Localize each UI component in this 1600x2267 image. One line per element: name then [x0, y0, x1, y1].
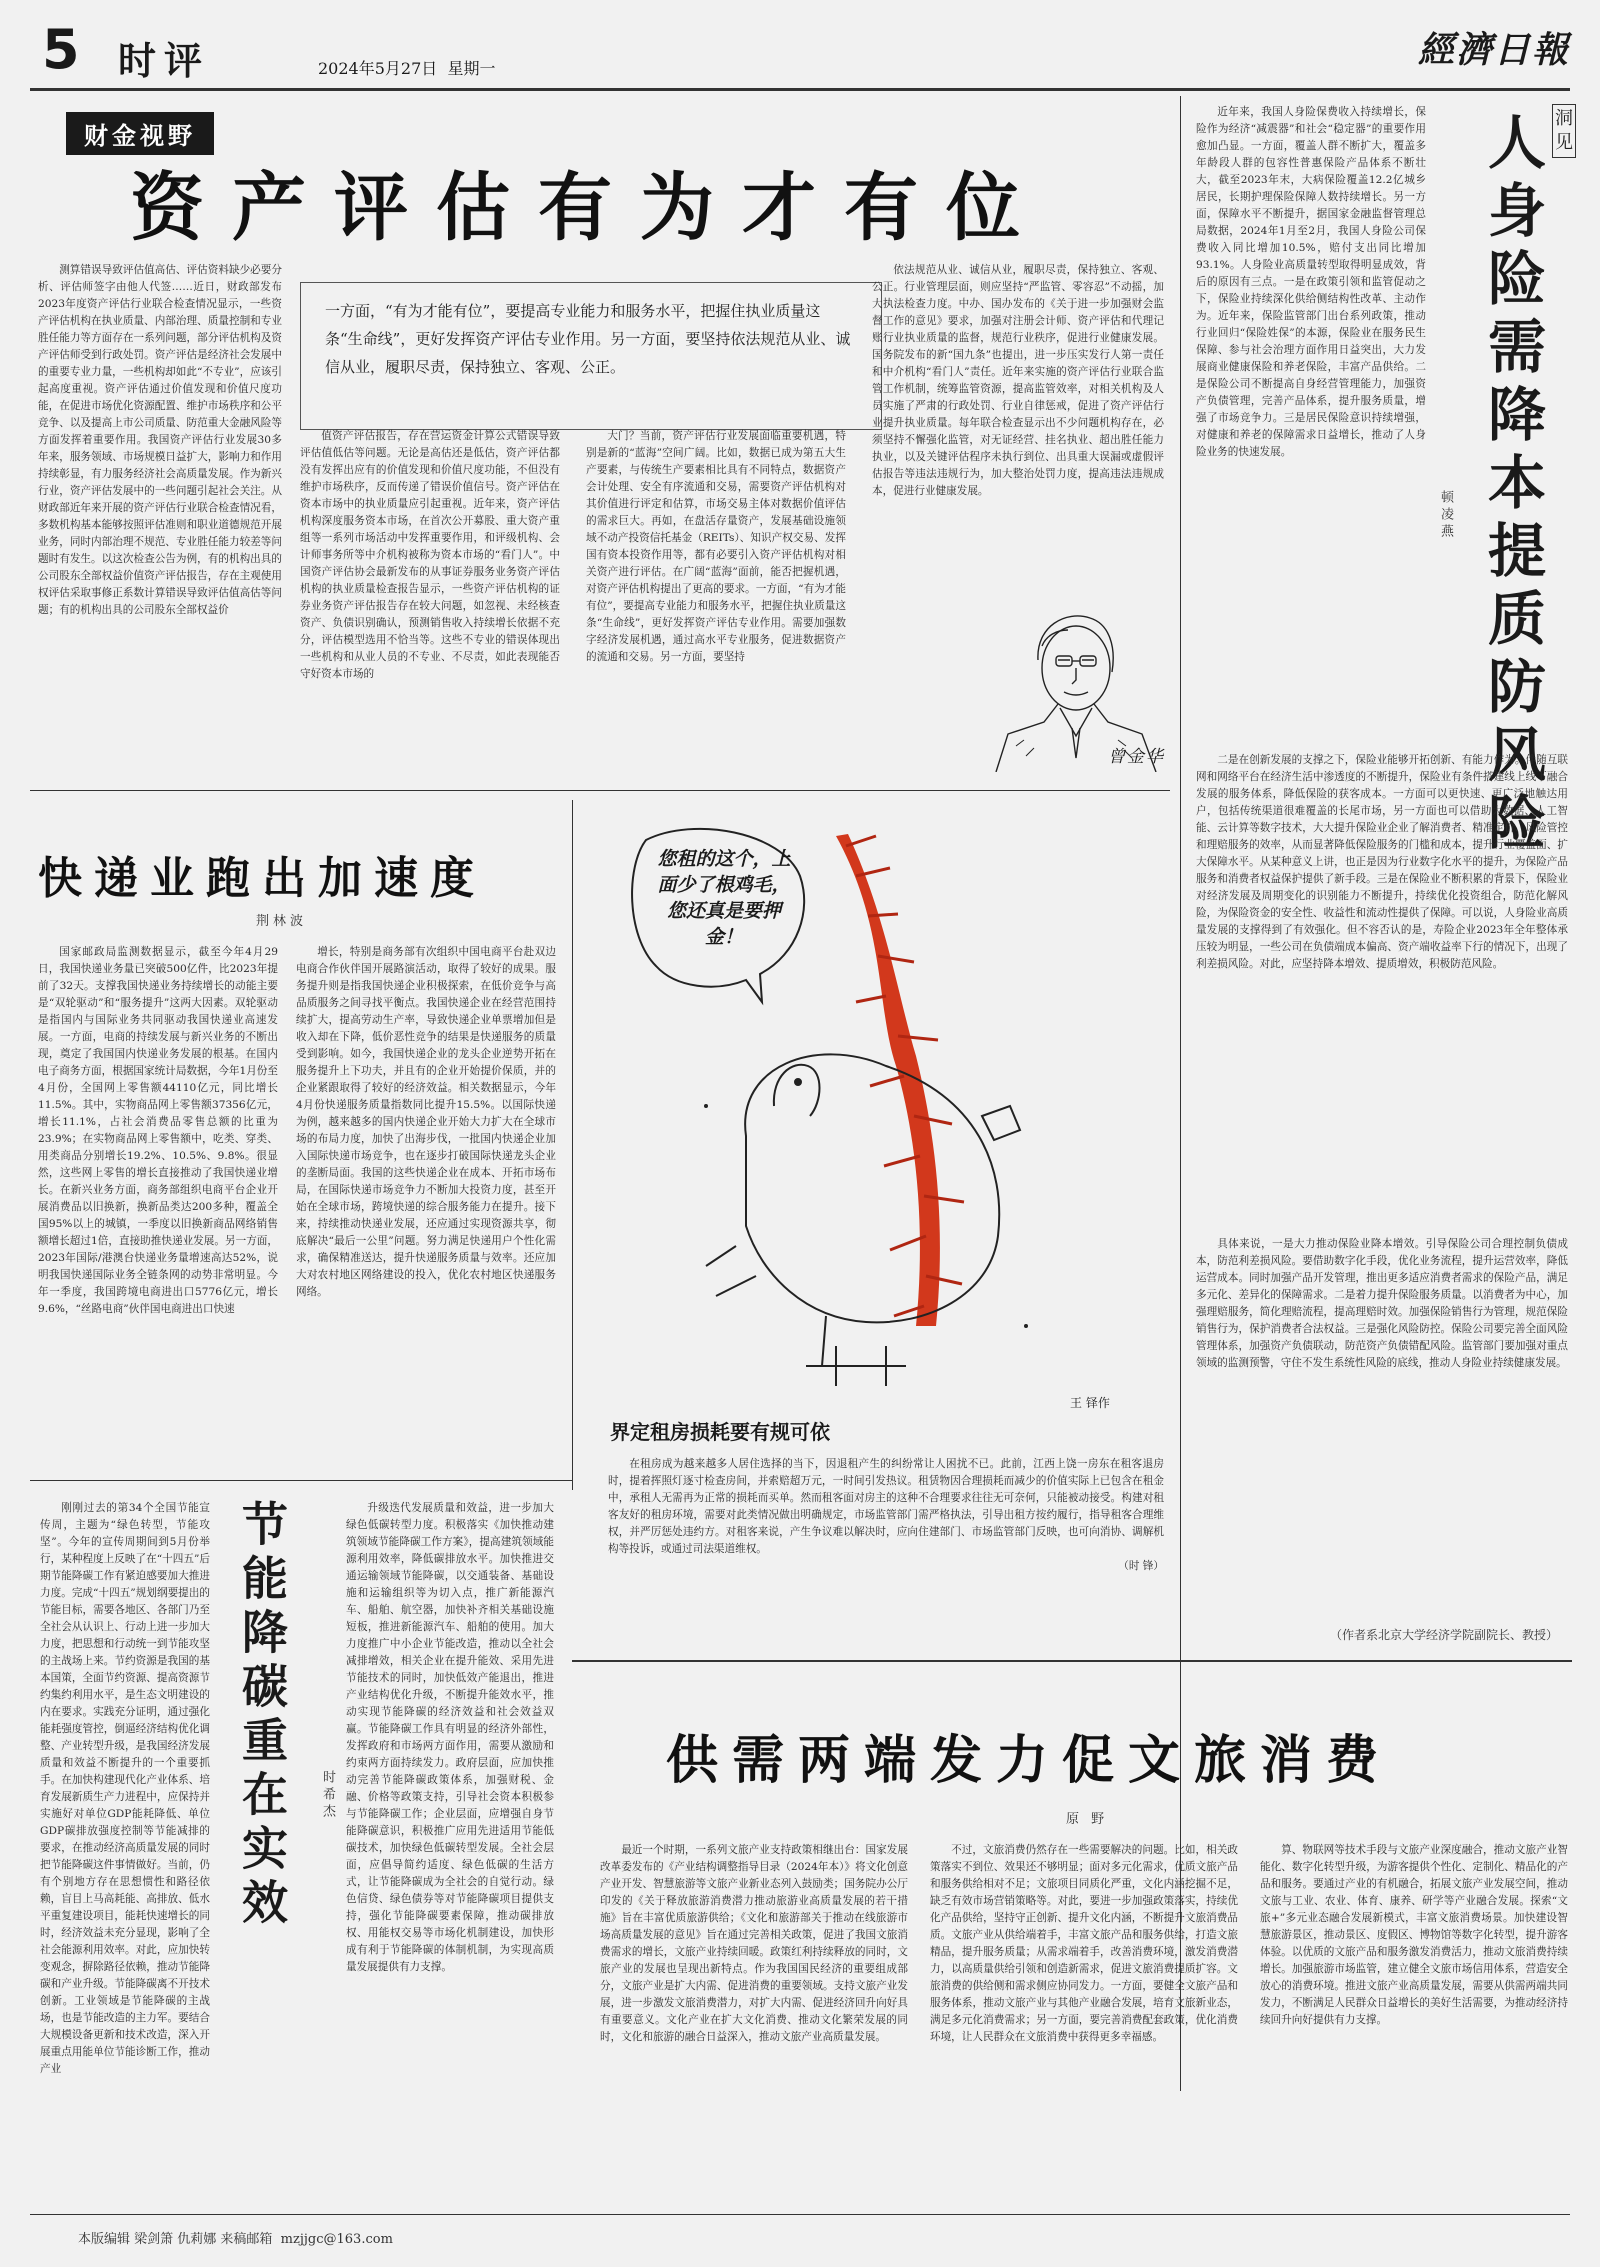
cartoon-caption: 界定租房损耗要有规可依	[610, 1420, 830, 1444]
article2-col1: 国家邮政局监测数据显示，截至今年4月29日，我国快递业务量已突破500亿件，比2023年提前了32天。支撑我国快递业务持续增长的动能主要是“双轮驱动”和“服务提升”这两大因素。双轮驱动是指国内与国际业务共同驱动我国快递业高速发展。一方面，电商的持续发展与新兴业务的不断出现，奠定了我国国内快递业务发展的根基。在国内电子商务方面，根据国家统计局数据，今年1月份至4月份，全国网上零售额44110亿元，同比增长11.5%。其中，实物商品网上零售额37356亿元，增长11.1%，占社会消费品零售总额的比重为23.9%；在实物商品网上零售额中，吃类、穿类、用类商品分别增长19.2%、10.5%、9.8%。很显然，这些网上零售的增长直接推动了我国快递业增长。在新兴业务方面，商务部组织电商平台企业开展消费品以旧换新，换新品类达200多种，覆盖全国95%以上的城镇，一季度以旧换新商品网络销售额增长超过1倍，直接助推快递业发展。另一方面，2023年国际/港澳台快递业务量增速高达52%，说明我国快递国际业务全链条网的动势非常明显。今年一季度，我国跨境电商进出口5776亿元，增长9.6%，“丝路电商”伙伴国电商进出口快速	[38, 946, 278, 1315]
issue-date: 2024年5月27日 星期一	[318, 59, 496, 78]
article1-col1: 测算错误导致评估值高估、评估资料缺少必要分析、评估师签字由他人代签……近日，财政部发布2023年度资产评估行业联合检查情况显示，一些资产评估机构在执业质量、内部治理、质量控制和专业胜任能力等方面存在一系列问题，部分评估机构及资产评估师受到行政处罚。资产评估是经济社会发展中的重要专业力量，一些机构却如此“不专业”，应该引起高度重视。资产评估通过价值发现和价值尺度功能，在促进市场优化资源配置、维护市场秩序和公平竞争、以及提高上市公司质量、防范重大金融风险等方面发挥着重要作用。我国资产评估行业发展30多年来，服务领域、市场规模日益扩大，影响力和作用持续彰显，有力服务经济社会高质量发展。作为新兴行业，资产评估发展中的一些问题引起社会关注。从财政部近年来开展的资产评估行业联合检查情况看，多数机构基本能够按照评估准则和职业道德规范开展业务，同时内部治理不规范、专业胜任能力较差等问题时有发生。以这次检查公告为例，有的机构出具的公司股东全部权益价值资产评估报告，存在主观使用权评估采取事修正系数计算错误导致评估值高估等问题；有的机构出具的公司股东全部权益价	[38, 264, 282, 616]
cartoon-artist: 王 铎作	[1070, 1396, 1110, 1410]
page-number: 5	[42, 18, 80, 81]
article5-tag: 洞见	[1552, 104, 1576, 158]
footer-editors: 本版编辑 梁剑箫 仇莉娜 来稿邮箱 mzjjgc@163.com	[78, 2232, 393, 2247]
article1-title: 资产评估有为才有位	[130, 165, 1048, 251]
article4-title: 供需两端发力促文旅消费	[666, 1731, 1393, 1791]
article2-title: 快递业跑出加速度	[38, 853, 486, 904]
article3-title: 节能降碳重在实效	[235, 1500, 289, 1932]
article2-col2: 增长，特别是商务部有次组织中国电商平台赴双边电商合作伙伴国开展路演活动，取得了较好的成果。服务提升则是指我国快递企业积极探索，在低价竞争与高品质服务之间寻找平衡点。我国快递企业在经营范围持续扩大，提高劳动生产率，导致快递企业单票增加但是收入却在下降，低价恶性竞争的结果是快递服务的质量受到影响。如今，我国快递企业的龙头企业逆势开拓在服务提升上下功夫，并且有的企业开始提价保质，并的企业紧跟取得了较好的经济效益。相关数据显示，今年4月份快递服务质量指数同比提升15.5%。以国际快递为例，越来越多的国内快递企业开始大力扩大在全球市场的布局力度，加快了出海步伐，一批国内快递企业加入国际快递市场竞争，也在逐步打破国际快递龙头企业的垄断局面。我国的这些快递企业在成本、开拓市场布局，在国际快递市场竞争力不断加大投资力度，甚至开始在全球市场，跨境快递的综合服务能力在提升。接下来，持续推动快递业发展，还应通过实现资源共享，彻底解决“最后一公里”问题。努力满足快递用户个性化需求，确保精准送达，提升快递服务质量与效率。还应加大对农村地区网络建设的投入，优化农村地区快递服务网络。	[296, 946, 556, 1298]
header-rule	[30, 88, 1570, 91]
article4-col1: 最近一个时期，一系列文旅产业支持政策相继出台：国家发展改革委发布的《产业结构调整指导目录（2024年本）》将文化创意产业开发、智慧旅游等文旅产业新业态列入鼓励类；国务院办公厅印发的《关于释放旅游消费潜力推动旅游业高质量发展的若干措施》旨在丰富优质旅游供给；《文化和旅游部关于推动在线旅游市场高质量发展的意见》旨在通过完善相关政策，促进了我国文旅消费需求的增长，文旅产业持续回暖。政策红利持续释放的同时，文旅产业的发展也呈现出新特点。作为我国国民经济的重要组成部分，文旅产业是扩大内需、促进消费的重要领域。支持文旅产业发展，进一步激发文旅消费潜力，对扩大内需、促进经济回升向好具有重要意义。文化产业在扩大文化消费、推动文化繁荣发展的同时，文化和旅游的融合日益深入，推动文旅产业高质量发展。	[600, 1844, 908, 2043]
article4-col2: 不过，文旅消费仍然存在一些需要解决的问题。比如，相关政策落实不到位、效果还不够明显；面对多元化需求，优质文旅产品和服务供给相对不足；文旅项目同质化严重，文化内涵挖掘不足，缺乏有效市场营销策略等。对此，要进一步加强政策落实，持续优化产品供给，坚持守正创新、提升文化内涵，不断提升文旅消费品质。文旅产业从供给端着手，丰富文旅产品和服务供给，打造文旅精品，提升服务质量；从需求端着手，改善消费环境，激发消费潜力，以高质量供给引领和创造新需求，促进文旅消费提质扩容。文旅消费的供给侧和需求侧应协同发力。一方面，要健全文旅产品和服务体系，推动文旅产业与其他产业融合发展，培育文旅新业态，满足多元化消费需求；另一方面，要完善消费配套政策，优化消费环境，让人民群众在文旅消费中获得更多幸福感。	[930, 1844, 1238, 2043]
article2-author: 荆林波	[256, 914, 308, 929]
rule-a2-bottom	[30, 1480, 572, 1481]
author-signature: 曾金华	[1108, 747, 1165, 767]
footer-email: mzjjgc@163.com	[280, 2232, 393, 2247]
article5-col3: 具体来说，一是大力推动保险业降本增效。引导保险公司合理控制负债成本，防范利差损风险。要借助数字化手段，优化业务流程，提升运营效率，降低运营成本。同时加强产品开发管理，推出更多适应消费者需求的保险产品，满足多元化、差异化的保障需求。二是着力提升保险服务质量。以消费者为中心，加强理赔服务，简化理赔流程，提高理赔时效。加强保险销售行为管理，规范保险销售行为，保护消费者合法权益。三是强化风险防控。保险公司要完善全面风险管理体系，加强资产负债联动，防范资产负债错配风险。监管部门要加强对重点领域的监测预警，守住不发生系统性风险的底线，推动人身险业持续健康发展。	[1196, 1238, 1568, 1369]
article1-col2: 值资产评估报告，存在营运资金计算公式错误导致评估值低估等问题。无论是高估还是低估，资产评估都没有发挥出应有的价值发现和价值尺度功能，不但没有维护市场秩序，反而传递了错误价值信号。资产评估在资本市场中的执业质量应引起重视。近年来，资产评估机构深度服务资本市场，在首次公开募股、重大资产重组等一系列市场活动中发挥重要作用，和评级机构、会计师事务所等中介机构被称为资本市场的“看门人”。中国资产评估协会最新发布的从事证券服务业务资产评估机构的执业质量检查报告显示，一些资产评估机构的证券业务资产评估报告存在较大问题，如忽视、未经核查资产、负债识别确认，预测销售收入持续增长依据不充分，评估模型选用不恰当等。这些不专业的错误体现出一些机构和从业人员的不专业、不尽责，如此表现能否守好资本市场的	[300, 430, 560, 680]
article5-col2: 二是在创新发展的支撑之下，保险业能够开拓创新、有能力作为。伴随互联网和网络平台在经济生活中渗透度的不断提升，保险业有条件搭建线上线下融合发展的服务体系，降低保险的获客成本。一方面可以更快速、更广泛地触达用户，包括传统渠道很难覆盖的长尾市场，另一方面也可以借助大数据、人工智能、云计算等数字技术，大大提升保险业企业了解消费者、精准定价、风险管控和理赔服务的效率，从而显著降低保险服务的门槛和成本，提升行业覆盖面、扩大保障水平。从某种意义上讲，也正是因为行业数字化水平的提升，为保险产品服务和消费者权益保护提供了新手段。三是在保险业不断积累的背景下，保险业对经济发展及周期变化的识别能力不断提升，持续优化投资组合，防范化解风险，为保险资金的安全性、收益性和流动性提供了保障。可以说，人身险业高质量发展的支撑得到了有效强化。但不容否认的是，寿险企业2023年全年整体承压较为明显，一些公司在负债端成本偏高、资产端收益率下行的情况下，出现了利差损风险。对此，应坚持降本增效、提质增效，积极防范风险。	[1196, 754, 1568, 970]
footer-rule	[30, 2214, 1570, 2215]
article3-author: 时希杰	[320, 1770, 335, 1821]
article5-title: 人身险需降本提质防风险	[1478, 112, 1546, 860]
cartoon-text: 在租房成为越来越多人居住选择的当下，因退租产生的纠纷常让人困扰不已。此前，江西上饶一房东在租客退房时，提着挥照灯逐寸检查房间，并索赔超万元，一时间引发热议。租赁物因合理损耗而减少的价值实际上已包含在租金中，承租人无需再为正常的损耗而买单。然而租客面对房主的这种不合理要求往往无可奈何，只能被动接受。构建对租客友好的租房环境，需要对此类情况做出明确规定，市场监管部门需严格执法，引导出租方按约履行，指导租客合理维权，并严厉惩处违约方。对租客来说，产生争议难以解决时，应向住建部门、市场监管部门反映，也可向消协、调解机构等投诉，或通过司法渠道维权。 （时 锋）	[608, 1456, 1164, 1640]
section-name: 时评	[118, 39, 211, 83]
article3-col2: 升级迭代发展质量和效益，进一步加大绿色低碳转型力度。积极落实《加快推动建筑领域节能降碳工作方案》，提高建筑领域能源利用效率，降低碳排放水平。加快推进交通运输领域节能降碳，以交通装备、基础设施和运输组织等为切入点，推广新能源汽车、船舶、航空器，加快补齐相关基础设施短板，推进新能源汽车、船舶的使用。加大力度推广中小企业节能改造，推动以全社会减排增效，相关企业在提升能效、采用先进节能技术的同时，加快低效产能退出，推进产业结构优化升级，不断提升能效水平，推动实现节能降碳的经济效益和社会效益双赢。节能降碳工作具有明显的经济外部性，发挥政府和市场两方面作用，需要从激励和约束两方面持续发力。政府层面，应加快推动完善节能降碳政策体系，加强财税、金融、价格等政策支持，引导社会资本积极参与节能降碳工作；企业层面，应增强自身节能降碳意识，积极推广应用先进适用节能低碳技术，加快绿色低碳转型发展。全社会层面，应倡导简约适度、绿色低碳的生活方式，让节能降碳成为全社会的自觉行动。绿色信贷、绿色债券等对节能降碳项目提供支持，强化节能降碳要素保障，推动碳排放权、用能权交易等市场化机制建设，加快形成有利于节能降碳的体制机制，为实现高质量发展提供有力支撑。	[346, 1502, 554, 1973]
article4-author: 原 野	[1066, 1812, 1109, 1827]
cartoon-signoff: （时 锋）	[1118, 1560, 1164, 1572]
masthead-logo: 經濟日報	[1417, 29, 1570, 71]
article1-col3: 大门？当前，资产评估行业发展面临重要机遇，特别是新的“蓝海”空间广阔。比如，数据已成为第五大生产要素，与传统生产要素相比具有不同特点，数据资产会计处理、安全有序流通和交易，需要资产评估机构对其价值进行评定和估算，市场交易主体对数据价值评估的需求巨大。再如，在盘活存量资产，发展基础设施领域不动产投资信托基金（REITs）、知识产权交易、发挥国有资本投资作用等，都有必要引入资产评估机构对相关资产进行评估。在广阔“蓝海”面前，能否把握机遇，对资产评估机构提出了更高的要求。一方面，“有为才能有位”，要提高专业能力和服务水平，把握住执业质量这条“生命线”，更好发挥资产评估专业作用。需要加强数字经济发展机遇，通过高水平专业服务，促进数据资产的流通和交易。另一方面，要坚持	[586, 430, 846, 663]
article4-col3: 算、物联网等技术手段与文旅产业深度融合，推动文旅产业智能化、数字化转型升级，为游客提供个性化、定制化、精品化的产品和服务。要通过产业的有机融合，拓展文旅产业发展空间，推动文旅与工业、农业、体育、康养、研学等产业融合发展。探索“文旅+”多元业态融合发展新模式，丰富文旅消费场景。加快建设智慧旅游景区，推动景区、度假区、博物馆等数字化转型，提升游客体验。以优质的文旅产品和服务激发消费活力，推动文旅消费持续增长。加强旅游市场监管，建立健全文旅市场信用体系，营造安全放心的消费环境。推进文旅产业高质量发展，需要从供需两端共同发力，不断满足人民群众日益增长的美好生活需要，为推动经济持续回升向好提供有力支撑。	[1260, 1844, 1568, 2026]
cartoon-speech: 您租的这个，上面少了根鸡毛，您还真是要押金！	[657, 848, 791, 948]
rule-a2-right	[572, 800, 573, 1490]
article5-signoff: （作者系北京大学经济学院副院长、教授）	[1330, 1628, 1559, 1642]
article1-col4: 依法规范从业、诚信从业，履职尽责，保持独立、客观、公正。行业管理层面，则应坚持“严监管、零容忍”不动摇，加大执法检查力度。中办、国办发布的《关于进一步加强财会监督工作的意见》要求，加强对注册会计师、资产评估和代理记账行业执业质量的监督，规范行业秩序，促进行业健康发展。国务院发布的新“国九条”也提出，进一步压实发行人第一责任和中介机构“看门人”责任。近年来实施的资产评估行业联合监管工作机制，统筹监管资源，提高监管效率，对相关机构及人员实施了严肃的行政处罚、行业自律惩戒，促进了资产评估行业提升执业质量。每年联合检查显示出不少问题机构存在，必须坚持不懈强化监管，对无证经营、挂名执业、超出胜任能力执业，以及关键评估程序未执行到位、出具重大误漏或虚假评估报告等违法违规行为，加大整治处罚力度，提高违法违规成本，促进行业健康发展。	[872, 264, 1164, 497]
rule-cartoon-bottom	[572, 1660, 1572, 1662]
column-tag: 财金视野	[66, 112, 214, 155]
article3-col1: 刚刚过去的第34个全国节能宣传周，主题为“绿色转型，节能攻坚”。今年的宣传周期间到5月份举行，某种程度上反映了在“十四五”后期节能降碳工作有紧迫感要加大推进力度。完成“十四五”规划纲要提出的节能目标，需要各地区、各部门乃至全社会从认识上、行动上进一步加大力度，把思想和行动统一到节能攻坚的主战场上来。节约资源是我国的基本国策，全面节约资源、提高资源节约集约利用水平，是生态文明建设的内在要求。实践充分证明，通过强化能耗强度管控，倒逼经济结构优化调整、产业转型升级，是我国经济发展质量和效益不断提升的一个重要抓手。在加快构建现代化产业体系、培育发展新质生产力进程中，应保持并实施好对单位GDP能耗降低、单位GDP碳排放强度控制等节能减排的要求，在推动经济高质量发展的同时把节能降碳这件事情做好。当前，仍有个别地方存在思想惯性和路径依赖，盲目上马高耗能、高排放、低水平重复建设项目，能耗快速增长的同时，经济效益未充分显现，影响了全社会能源利用效率。对此，应加快转变观念，摒除路径依赖，推动节能降碳和产业升级。节能降碳离不开技术创新。工业领域是节能降碳的主战场，也是节能改造的主力军。要结合大规模设备更新和技术改造，深入开展重点用能单位节能诊断工作，推动产业	[40, 1502, 210, 2075]
rule-a1-bottom	[30, 790, 1170, 791]
article1-pullquote: 一方面，“有为才能有位”，要提高专业能力和服务水平，把握住执业质量这条“生命线”，更好发挥资产评估专业作用。另一方面，要坚持依法规范从业、诚信从业，履职尽责，保持独立、客观、公正。	[300, 282, 882, 430]
article5-col1: 近年来，我国人身险保费收入持续增长，保险作为经济“减震器”和社会“稳定器”的重要作用愈加凸显。一方面，覆盖人群不断扩大，覆盖多年龄段人群的包容性普惠保险产品体系不断壮大，截至2023年末，大病保险覆盖12.2亿城乡居民，长期护理保险保障人数持续增长。另一方面，保障水平不断提升，据国家金融监督管理总局数据，2024年1月至2月，我国人身险公司保费收入同比增加10.5%，赔付支出同比增加93.1%。人身险业高质量转型取得明显成效，背后的原因有三点。一是在政策引领和监管促动之下，保险业持续深化供给侧结构性改革、主动作为。近年来，保险监管部门出台系列政策，推动行业回归“保险姓保”的本源，保险业在服务民生保障、参与社会治理方面作用日益突出，大力发展商业健康保险和养老保险，丰富产品供给。二是保险公司不断提高自身经营管理能力，加强资产负债管理，完善产品体系，提升服务质量，增强了市场竞争力。三是居民保险意识持续增强，对健康和养老的保障需求日益增长，推动了人身险业务的快速发展。	[1196, 106, 1426, 458]
article5-author: 顿凌燕	[1438, 490, 1453, 541]
